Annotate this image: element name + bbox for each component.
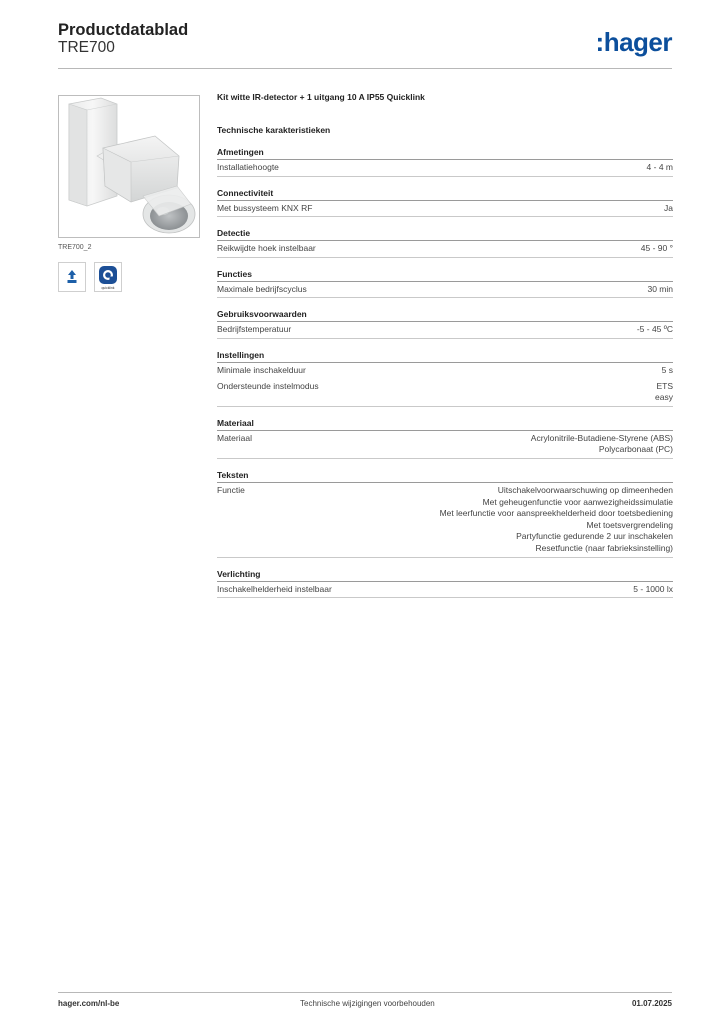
spec-value: 30 min <box>647 283 673 294</box>
spec-label: Installatiehoogte <box>217 162 279 172</box>
quicklink-badge <box>94 262 122 292</box>
spec-group-afmetingen <box>217 147 673 177</box>
spec-label: Met bussysteem KNX RF <box>217 202 313 213</box>
document-title: Productdatablad <box>58 21 189 39</box>
group-title: Connectiviteit <box>217 188 673 201</box>
section-title: Technische karakteristieken <box>217 125 331 135</box>
spec-content <box>217 92 673 609</box>
quicklink-icon <box>95 263 121 291</box>
product-image <box>58 95 200 238</box>
spec-value: Acrylonitrile-Butadiene-Styrene (ABS) Polycarbonaat (PC) <box>530 432 673 455</box>
spec-group-materiaal <box>217 418 673 459</box>
spec-value: -5 - 45 ºC <box>636 324 673 335</box>
spec-label: Inschakelhelderheid instelbaar <box>217 583 332 594</box>
spec-value: 4 - 4 m <box>646 162 673 172</box>
group-title: Functies <box>217 269 673 282</box>
recycle-icon <box>59 263 85 291</box>
image-caption: TRE700_2 <box>58 244 92 251</box>
spec-row <box>217 160 673 177</box>
spec-row <box>217 483 673 558</box>
footer-divider <box>58 992 672 993</box>
spec-row <box>217 363 673 379</box>
recycling-badge <box>58 262 86 292</box>
group-title: Instellingen <box>217 350 673 363</box>
spec-value: 5 s <box>661 364 673 375</box>
motion-detector-illustration <box>59 96 199 237</box>
header-divider <box>58 68 672 69</box>
spec-row <box>217 582 673 599</box>
spec-label: Ondersteunde instelmodus <box>217 380 319 391</box>
spec-group-teksten <box>217 470 673 558</box>
spec-label: Materiaal <box>217 432 252 443</box>
footer-website: hager.com/nl-be <box>58 999 120 1008</box>
spec-label: Bedrijfstemperatuur <box>217 324 292 335</box>
spec-group-functies <box>217 269 673 299</box>
product-code: TRE700 <box>58 39 115 56</box>
spec-group-verlichting <box>217 569 673 599</box>
spec-label: Reikwijdte hoek instelbaar <box>217 243 316 254</box>
group-title: Verlichting <box>217 569 673 582</box>
quicklink-badge-label: quicklink <box>101 286 115 290</box>
spec-value: Uitschakelvoorwaarschuwing op dimeenheden Met geheugenfunctie voor aanwezigheidssimulatie Met leerfunctie voor aanspreekhelderheid door toetsbediening Met toetsvergrendeling Partyfunctie gedurende 2 uur inschakelen Resetfunctie (naar fabrieksinstelling) <box>439 484 673 553</box>
spec-label: Functie <box>217 484 245 495</box>
spec-group-instellingen <box>217 350 673 407</box>
spec-row <box>217 282 673 299</box>
spec-row <box>217 241 673 258</box>
spec-value: 5 - 1000 lx <box>633 583 673 594</box>
spec-row <box>217 431 673 459</box>
spec-row <box>217 379 673 407</box>
spec-value: ETS easy <box>655 380 673 403</box>
spec-value: Ja <box>664 202 673 213</box>
spec-group-connectiviteit <box>217 188 673 218</box>
spec-label: Maximale bedrijfscyclus <box>217 283 307 294</box>
spec-group-gebruiksvoorwaarden <box>217 309 673 339</box>
kit-title: Kit witte IR-detector + 1 uitgang 10 A IP55 Quicklink <box>217 92 425 102</box>
group-title: Materiaal <box>217 418 673 431</box>
group-title: Teksten <box>217 470 673 483</box>
group-title: Afmetingen <box>217 147 673 160</box>
spec-row <box>217 322 673 339</box>
spec-label: Minimale inschakelduur <box>217 364 306 375</box>
footer-disclaimer: Technische wijzigingen voorbehouden <box>300 999 435 1008</box>
footer-date: 01.07.2025 <box>631 999 672 1008</box>
group-title: Detectie <box>217 228 673 241</box>
spec-row <box>217 201 673 218</box>
spec-group-detectie <box>217 228 673 258</box>
spec-value: 45 - 90 ° <box>640 243 673 254</box>
group-title: Gebruiksvoorwaarden <box>217 309 673 322</box>
hager-logo: :hager <box>595 27 672 57</box>
